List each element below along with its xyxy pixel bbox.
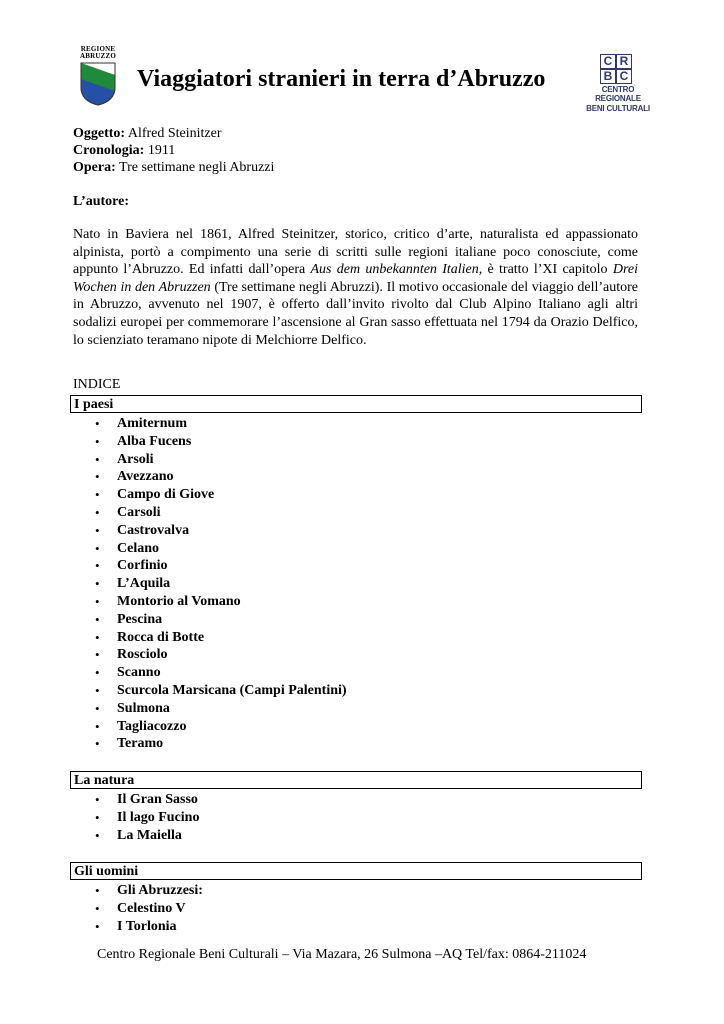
crbc-text-line-2: BENI CULTURALI	[586, 104, 650, 113]
opera-label: Opera:	[73, 160, 116, 175]
list-item: • Il lago Fucino	[95, 809, 200, 825]
list-item: • Carsoli	[95, 504, 161, 520]
bullet-icon: •	[95, 433, 100, 449]
logo-left-line-2: ABRUZZO	[79, 52, 117, 60]
bullet-icon: •	[95, 792, 100, 807]
autore-paragraph	[73, 226, 638, 349]
bullet-icon: •	[95, 736, 100, 752]
meta-oggetto	[73, 125, 274, 142]
bullet-icon: •	[95, 593, 100, 609]
crbc-letter-grid	[600, 54, 634, 84]
bullet-icon: •	[95, 611, 100, 627]
list-item: • Alba Fucens	[95, 433, 192, 449]
list-item: • Celano	[95, 540, 159, 556]
bullet-icon: •	[95, 487, 100, 503]
list-item: • Teramo	[95, 736, 164, 752]
bullet-icon: •	[95, 416, 100, 431]
section-header-uomini: Gli uomini	[70, 862, 642, 880]
para-italic-1: Aus dem unbekannten Italien	[310, 262, 479, 278]
bullet-icon: •	[95, 451, 100, 467]
logo-left-line-1: REGIONE	[80, 45, 116, 53]
para-part-2: , è tratto l’XI capitolo	[478, 262, 613, 278]
section-header-paesi: I paesi	[70, 395, 642, 413]
bullet-icon: •	[95, 918, 100, 934]
bullet-icon: •	[95, 900, 100, 916]
bullet-icon: •	[95, 682, 100, 698]
list-paesi	[95, 415, 347, 753]
meta-opera	[73, 159, 274, 176]
crbc-logo	[580, 54, 656, 114]
list-item: • Rosciolo	[95, 647, 168, 663]
list-item: • Il Gran Sasso	[95, 792, 198, 807]
bullet-icon: •	[95, 629, 100, 645]
bullet-icon: •	[95, 700, 100, 716]
list-item: • Gli Abruzzesi:	[95, 883, 203, 898]
bullet-icon: •	[95, 718, 100, 734]
list-item: • Scanno	[95, 665, 161, 681]
crbc-text-line-1: CENTRO REGIONALE	[595, 85, 641, 103]
bullet-icon: •	[95, 504, 100, 520]
list-item: • L’Aquila	[95, 576, 171, 592]
list-item: • La Maiella	[95, 827, 182, 843]
list-item: • Avezzano	[95, 469, 174, 485]
list-item: • Corfinio	[95, 558, 168, 574]
bullet-icon: •	[95, 522, 100, 538]
list-item: • Pescina	[95, 611, 163, 627]
list-item: • Castrovalva	[95, 522, 190, 538]
crbc-letter-r: R	[616, 54, 632, 69]
document-meta	[73, 125, 274, 176]
bullet-icon: •	[95, 827, 100, 843]
list-item: • Amiternum	[95, 416, 187, 431]
list-item: • Arsoli	[95, 451, 154, 467]
cronologia-value: 1911	[147, 143, 176, 158]
bullet-icon: •	[95, 558, 100, 574]
list-item: • I Torlonia	[95, 918, 177, 934]
list-item: • Campo di Giove	[95, 487, 215, 503]
para-part-1: Nato in Baviera nel 1861, Alfred Steinitzer, storico, critico d’arte, naturalista ed appassionato alpinista, portò a compimento una serie di scritti sulle regioni italiane poco conosciute, come appunto l’Abruzzo. Ed infatti dall’opera	[73, 227, 638, 278]
oggetto-value: Alfred Steinitzer	[127, 126, 222, 141]
list-natura	[95, 791, 199, 844]
oggetto-label: Oggetto:	[73, 126, 126, 141]
section-header-natura: La natura	[70, 771, 642, 789]
page-footer: Centro Regionale Beni Culturali – Via Mazara, 26 Sulmona –AQ Tel/fax: 0864-211024	[97, 947, 587, 962]
indice-label: INDICE	[73, 377, 121, 392]
crbc-letter-c2: C	[616, 69, 632, 84]
list-item: • Scurcola Marsicana (Campi Palentini)	[95, 682, 347, 698]
list-item: • Celestino V	[95, 900, 186, 916]
bullet-icon: •	[95, 883, 100, 898]
bullet-icon: •	[95, 576, 100, 592]
list-uomini	[95, 882, 203, 935]
bullet-icon: •	[95, 469, 100, 485]
para-italic-2: Drei Wochen in den Abruzzen	[73, 262, 638, 295]
page-title: Viaggiatori stranieri in terra d’Abruzzo	[137, 66, 546, 92]
crbc-letter-b: B	[600, 69, 616, 84]
autore-heading: L’autore:	[73, 194, 129, 209]
cronologia-label: Cronologia:	[73, 143, 145, 158]
list-item: • Montorio al Vomano	[95, 593, 241, 609]
list-item: • Rocca di Botte	[95, 629, 205, 645]
abruzzo-shield-icon	[79, 61, 117, 107]
para-part-3: (Tre settimane negli Abruzzi). Il motivo occasionale del viaggio dell’autore in Abruzzo, avvenuto nel 1907, è offerto dall’invito rivolto dal Club Alpino Italiano agli altri sodalizi europei per commemorare l’ascensione al Gran sasso effettuata nel 1794 da Orazio Delfico, lo scienziato teramano nipote di Melchiorre Delfico.	[73, 279, 639, 348]
meta-cronologia	[73, 142, 274, 159]
bullet-icon: •	[95, 647, 100, 663]
bullet-icon: •	[95, 665, 100, 681]
list-item: • Sulmona	[95, 700, 170, 716]
crbc-letter-c1: C	[600, 54, 616, 69]
bullet-icon: •	[95, 809, 100, 825]
regione-abruzzo-logo	[72, 46, 124, 108]
bullet-icon: •	[95, 540, 100, 556]
opera-value: Tre settimane negli Abruzzi	[119, 160, 275, 175]
list-item: • Tagliacozzo	[95, 718, 187, 734]
